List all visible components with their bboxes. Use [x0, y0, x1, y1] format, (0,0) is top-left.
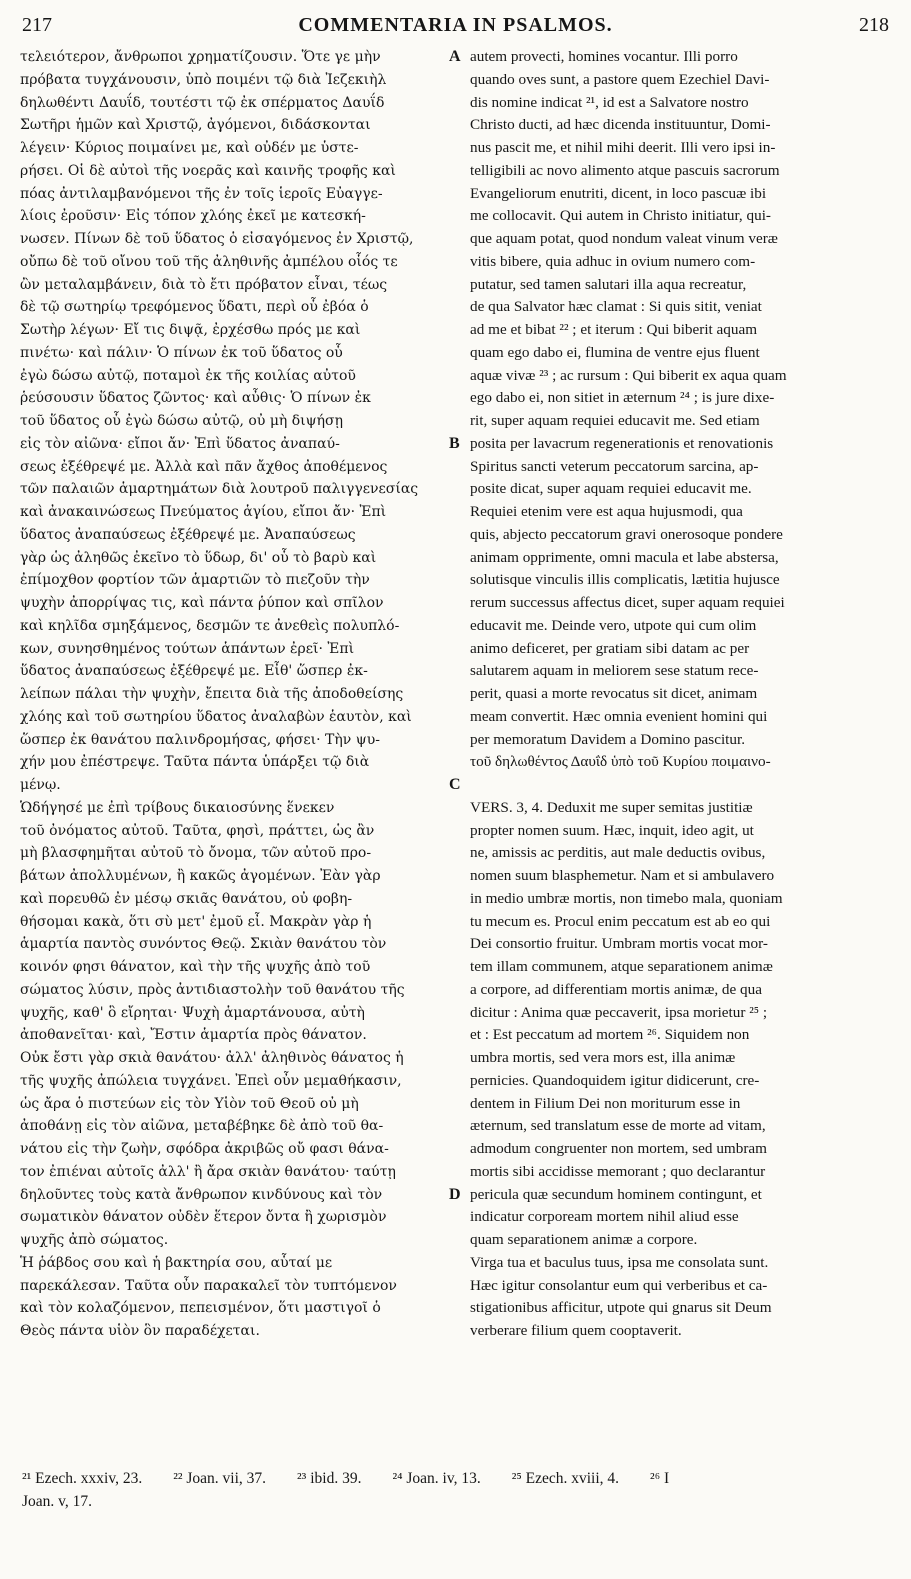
latin-text-line: stigationibus afficitur, utpote qui gnarus sit Deum — [470, 1299, 772, 1317]
footnote: ²⁴ Joan. iv, 13. — [392, 1470, 481, 1487]
footnote: ²² Joan. vii, 37. — [173, 1470, 267, 1487]
greek-text-line: οὔπω δὲ τοῦ οἴνου τοῦ τῆς ἀληθινῆς ἀμπέλου οἷός τε — [20, 253, 398, 270]
margin-mark-a: A — [449, 48, 461, 65]
greek-text-line: πρόβατα τυγχάνουσιν, ὑπὸ ποιμένι τῷ διὰ Ἰεζεκιὴλ — [20, 71, 387, 88]
latin-text-line: VERS. 3, 4. Deduxit me super semitas justitiæ — [470, 798, 753, 816]
greek-text-line: λείπων πάλαι τὴν ψυχὴν, ἔπειτα διὰ τῆς ἀποδοθείσης — [20, 686, 404, 702]
footnote: ²⁶ I — [650, 1470, 670, 1487]
greek-text-line: κοινόν φησι θάνατον, καὶ τὴν τῆς ψυχῆς ἀπὸ τοῦ — [20, 959, 371, 975]
latin-text-line: rit, super aquam requiei educavit me. Sed etiam — [470, 412, 760, 429]
greek-text-line: σεως ἐξέθρεψέ με. Ἀλλὰ καὶ πᾶν ἄχθος ἀποθέμενος — [20, 458, 388, 475]
latin-text-line: propter nomen suum. Hæc, inquit, ideo agit, ut — [470, 821, 754, 839]
latin-text-line: animo deficeret, per gratiam sibi datam ac per — [470, 639, 750, 657]
greek-text-line: ρήσει. Οἱ δὲ αὐτοὶ τῆς νοερᾶς καὶ καινῆς τροφῆς καὶ — [20, 162, 396, 179]
latin-text-line: dentem in Filium Dei non moriturum esse in — [470, 1094, 741, 1112]
greek-text-line: χήν μου ἐπέστρεψε. Ταῦτα πάντα ὑπάρξει τῷ διὰ — [20, 754, 370, 771]
greek-text-line: Οὐκ ἔστι γὰρ σκιὰ θανάτου· ἀλλ' ἀληθινὸς θάνατος ἡ — [20, 1050, 404, 1066]
latin-text-line: nomen suum blasphemetur. Nam et si ambulavero — [470, 867, 775, 884]
greek-text-line: ῥεύσουσιν ὕδατος ζῶντος· καὶ αὖθις· Ὁ πίνων ἐκ — [20, 390, 371, 407]
margin-mark-b: B — [449, 435, 460, 452]
greek-text-line: παρεκάλεσαν. Ταῦτα οὖν παρακαλεῖ τὸν τυπτόμενον — [20, 1277, 397, 1294]
latin-text-line: perit, quasi a morte revocatus sit dicet, animam — [470, 685, 758, 702]
greek-column — [20, 46, 450, 1343]
margin-mark-c: C — [449, 776, 461, 793]
latin-text-line: admodum congruenter non mortem, sed umbram — [470, 1140, 767, 1157]
greek-text-line: Σωτῆρι ἡμῶν καὶ Χριστῷ, ἀγόμενοι, διδάσκονται — [20, 117, 371, 134]
greek-text-line: καὶ ἀνακαινώσεως Πνεύματος ἁγίου, εἴποι ἄν· Ἐπὶ — [20, 504, 387, 520]
greek-text-line: ἐγὼ δώσω αὐτῷ, ποταμοὶ ἐκ τῆς κοιλίας αὐτοῦ — [20, 367, 356, 384]
latin-text-line: mortis sibi accidisse memorant ; quo declarantur — [470, 1162, 766, 1180]
latin-text-line: putatur, sed tamen salutari illa aqua recreatur, — [470, 275, 747, 293]
greek-text-line: πινέτω· καὶ πάλιν· Ὁ πίνων ἐκ τοῦ ὕδατος οὗ — [20, 344, 343, 361]
greek-text-line: γὰρ ὡς ἀληθῶς ἐκεῖνο τὸ ὕδωρ, δι' οὗ τὸ βαρὺ καὶ — [20, 549, 377, 566]
footnotes — [22, 1467, 889, 1513]
latin-column — [470, 46, 890, 1343]
footnote: ²³ ibid. 39. — [297, 1470, 362, 1487]
greek-text-line: ἐπίμοχθον φορτίον τῶν ἁμαρτιῶν τὸ πιεζοῦν τὴν — [20, 572, 370, 589]
greek-text-line: τῶν παλαιῶν ἁμαρτημάτων διὰ λουτροῦ παλιγγενεσίας — [20, 481, 419, 498]
latin-text-line: educavit me. Deinde vero, utpote qui cum olim — [470, 616, 757, 634]
latin-text-line: umbra mortis, sed vera mors est, illa animæ — [470, 1049, 736, 1066]
greek-text-line: βάτων ἀπολλυμένων, ἢ κακῶς ἀγομένων. Ἐὰν γὰρ — [20, 868, 381, 884]
greek-text-line: σώματος λύσιν, πρὸς ἀντιδιαστολὴν τοῦ θανάτου τῆς — [20, 981, 405, 998]
latin-text-line: pericula quæ secundum hominem contingunt, et — [470, 1185, 762, 1203]
latin-text-line: nus pascit me, et nihil mihi deerit. Illi vero ipsi in- — [470, 139, 776, 156]
greek-text-line: ψυχῆς ἀπὸ σώματος. — [20, 1232, 169, 1248]
latin-text-line: que aquam potat, quod nondum valeat vinum veræ — [470, 230, 778, 247]
footnote: ²⁵ Ezech. xviii, 4. — [511, 1470, 620, 1487]
page-number-left: 217 — [22, 14, 52, 36]
greek-text-line: ψυχῆς, καθ' ὃ εἴρηται· Ψυχὴ ἁμαρτάνουσα, αὐτὴ — [20, 1004, 365, 1021]
latin-text-line: quam ego dabo ei, flumina de ventre ejus fluent — [470, 343, 760, 361]
greek-text-line: χλόης καὶ τοῦ σωτηρίου ὕδατος ἀναλαβὼν ἑαυτὸν, καὶ — [20, 708, 412, 725]
latin-text-line: vitis bibere, quia adhuc in ovium numero com- — [470, 252, 756, 270]
latin-text-line: a corpore, ad differentiam mortis animæ, de qua — [470, 980, 762, 998]
greek-text-line: καὶ τὸν κολαζόμενον, πεπεισμένον, ὅτι μαστιγοῖ ὁ — [20, 1300, 381, 1317]
footnote: ²¹ Ezech. xxxiv, 23. — [22, 1470, 143, 1487]
greek-text-line: πόας ἀντιλαμβανόμενοι τῆς ἐν τοῖς ἱεροῖς Εὐαγγε- — [20, 185, 383, 202]
greek-text-line: δηλωθέντι Δαυΐδ, τουτέστι τῷ ἐκ σπέρματος Δαυΐδ — [20, 94, 385, 111]
latin-text-line: indicatur corpoream mortem nihil aliud esse — [470, 1208, 739, 1226]
latin-text-line: ego dabo ei, non sitiet in æternum ²⁴ ; is jure dixe- — [470, 389, 775, 407]
latin-text-line: quam separationem animæ a corpore. — [470, 1231, 698, 1248]
latin-text-line: salutarem aquam in meliorem sese statum rece- — [470, 662, 759, 680]
greek-text-line: Ὡδήγησέ με ἐπὶ τρίβους δικαιοσύνης ἕνεκεν — [20, 799, 335, 816]
latin-text-line — [470, 774, 890, 797]
greek-text-line: καὶ πορευθῶ ἐν μέσῳ σκιᾶς θανάτου, οὐ φοβη- — [20, 890, 353, 907]
latin-text-line: ne, amissis ac perditis, aut male deductis ovibus, — [470, 844, 766, 862]
latin-text-line: telligibili ac novo alimento atque pascuis sacrorum — [470, 161, 780, 179]
greek-text-line: κων, συνησθημένος τούτων ἁπάντων ἐρεῖ· Ἐπὶ — [20, 640, 355, 657]
greek-text-line: τοῦ ὀνόματος αὐτοῦ. Ταῦτα, φησὶ, πράττει, ὡς ἂν — [20, 822, 375, 839]
latin-text-line: Spiritus sancti veterum peccatorum sarcina, ap- — [470, 457, 759, 475]
greek-text-line: ὡς ἄρα ὁ πιστεύων εἰς τὸν Υἱὸν τοῦ Θεοῦ οὐ μὴ — [20, 1095, 359, 1112]
greek-text-line: τοῦ ὕδατος οὗ ἐγὼ δώσω αὐτῷ, οὐ μὴ διψήσῃ — [20, 413, 343, 429]
greek-text-line: Θεὸς πάντα υἱὸν ὃν παραδέχεται. — [20, 1323, 260, 1339]
latin-text-line: tu mecum es. Procul enim peccatum est ab eo qui — [470, 912, 771, 930]
greek-text-line: ὕδατος ἀναπαύσεως ἐξέθρεψέ με. Ἀναπαύσεως — [20, 526, 356, 543]
latin-text-line: tem illam communem, atque separationem animæ — [470, 958, 773, 975]
greek-text-line: δὲ τῷ σωτηρίῳ τρεφόμενος ὕδατι, περὶ οὗ ἐβόα ὁ — [20, 299, 369, 316]
footnote: Joan. v, 17. — [22, 1493, 93, 1510]
greek-text-line: ἀποθάνῃ εἰς τὸν αἰῶνα, μεταβέβηκε δὲ ἀπὸ τοῦ θα- — [20, 1118, 384, 1135]
latin-text-line: quando oves sunt, a pastore quem Ezechiel Davi- — [470, 70, 770, 88]
greek-text-line: ἁμαρτία παντὸς συνόντος Θεῷ. Σκιὰν θανάτου τὸν — [20, 936, 387, 953]
latin-text-line: τοῦ δηλωθέντος Δαυΐδ ὑπὸ τοῦ Κυρίου ποιμαινο- — [470, 753, 771, 771]
latin-text-line: me collocavit. Qui autem in Christo initiatur, qui- — [470, 207, 771, 225]
greek-text-line: μὴ βλασφημῆται αὐτοῦ τὸ ὄνομα, τῶν αὐτοῦ προ- — [20, 845, 372, 862]
greek-text-line: τῆς ψυχῆς ἀπώλεια τυγχάνει. Ἐπεὶ οὖν μεμαθήκασιν, — [20, 1072, 402, 1089]
latin-text-line: Christo ducti, ad hæc dicenda instituuntur, Domi- — [470, 116, 771, 134]
greek-text-line: τον ἐπιέναι αὐτοῖς ἀλλ' ἢ ἄρα σκιὰν θανάτου· ταύτῃ — [20, 1163, 396, 1180]
latin-text-line: ad me et bibat ²² ; et iterum : Qui biberit aquam — [470, 321, 758, 338]
greek-text-line: Σωτὴρ λέγων· Εἴ τις διψᾷ, ἐρχέσθω πρός με καὶ — [20, 322, 361, 338]
greek-text-line: καὶ κηλῖδα σμηξάμενος, δεσμῶν τε ἀνεθεὶς πολυπλό- — [20, 617, 400, 634]
latin-text-line: posita per lavacrum regenerationis et renovationis — [470, 434, 774, 452]
greek-text-line: δηλοῦντες τοὺς κατὰ ἄνθρωπον κινδύνους καὶ τὸν — [20, 1186, 383, 1203]
greek-text-line: εἰς τὸν αἰῶνα· εἴποι ἄν· Ἐπὶ ὕδατος ἀναπαύ- — [20, 435, 340, 452]
latin-text-line: pernicies. Quandoquidem igitur didicerunt, cre- — [470, 1071, 760, 1089]
latin-text-line: in medio umbræ mortis, non timebo mala, quoniam — [470, 889, 783, 907]
greek-text-line: νάτου εἰς τὴν ζωὴν, σφόδρα ἀκριβῶς οὔ φασι θάνα- — [20, 1141, 389, 1157]
latin-text-line: Evangeliorum enutriti, dicent, in loco pascuæ ibi — [470, 184, 767, 202]
latin-text-line: dicitur : Anima quæ peccaverit, ipsa morietur ²⁵ ; — [470, 1003, 768, 1021]
latin-text-line: autem provecti, homines vocantur. Illi porro — [470, 48, 738, 65]
latin-text-line: per memoratum Davidem a Domino pascitur. — [470, 730, 745, 748]
greek-text-line: θήσομαι κακὰ, ὅτι σὺ μετ' ἐμοῦ εἶ. Μακρὰν γὰρ ἡ — [20, 913, 372, 930]
latin-text-line: Requiei etenim vere est aqua hujusmodi, qua — [470, 503, 743, 520]
latin-text-line: aquæ vivæ ²³ ; ac rursum : Qui biberit ex aqua quam — [470, 366, 787, 384]
latin-text-line: posite dicat, super aquam requiei educavit me. — [470, 480, 752, 498]
latin-text-line: dis nomine indicat ²¹, id est a Salvatore nostro — [470, 93, 749, 111]
greek-text-line: νωσεν. Πίνων δὲ τοῦ ὕδατος ὁ εἰσαγόμενος ἐν Χριστῷ, — [20, 231, 414, 247]
greek-text-line: μένῳ. — [20, 777, 61, 793]
latin-text-line: meam convertit. Hæc omnia evenient homini qui — [470, 707, 768, 725]
greek-text-line: Ἡ ῥάβδος σου καὶ ἡ βακτηρία σου, αὗταί με — [20, 1254, 333, 1271]
greek-text-line: ὢν μεταλαμβάνειν, διὰ τὸ ἔτι πρόβατον εἶναι, τέως — [20, 276, 388, 293]
page-number-right: 218 — [859, 14, 889, 36]
running-header — [22, 14, 889, 40]
greek-text-line: ὥσπερ ἐκ θανάτου παλινδρομήσας, φήσει· Τὴν ψυ- — [20, 731, 380, 748]
greek-text-line: σωματικὸν θάνατον οὐδὲν ἕτερον ὄντα ἢ χωρισμὸν — [20, 1209, 387, 1226]
latin-text-line: Virga tua et baculus tuus, ipsa me consolata sunt. — [470, 1253, 769, 1271]
greek-text-line: λέγειν· Κύριος ποιμαίνει με, καὶ οὐδέν με ὑστε- — [20, 140, 359, 156]
latin-text-line: æternum, sed translatum esse de morte ad vitam, — [470, 1117, 766, 1135]
latin-text-line: et : Est peccatum ad mortem ²⁶. Siquidem non — [470, 1026, 750, 1044]
latin-text-line: verberare filium quem cooptaverit. — [470, 1322, 682, 1339]
latin-text-line: de qua Salvator hæc clamat : Si quis sitit, veniat — [470, 298, 762, 316]
latin-text-line: quis, abjecto peccatorum gravi onerosoque pondere — [470, 525, 783, 543]
margin-mark-d: D — [449, 1186, 461, 1203]
running-title: COMMENTARIA IN PSALMOS. — [298, 14, 613, 36]
greek-text-line: ὕδατος ἀναπαύσεως ἐξέθρεψέ με. Εἶθ' ὥσπερ ἐκ- — [20, 663, 368, 680]
latin-text-line: rerum successus affectus dicet, super aquam requiei — [470, 594, 785, 611]
greek-text-line: λίοις ἐροῦσιν· Εἰς τόπον χλόης ἐκεῖ με κατεσκή- — [20, 208, 366, 225]
latin-text-line: animam opprimente, omni macula et labe abstersa, — [470, 548, 779, 566]
greek-text-line: ψυχὴν ἀπορρίψας τις, καὶ πάντα ῥύπον καὶ σπῖλον — [20, 595, 384, 611]
latin-text-line: solutisque vinculis illis complicatis, lætitia hujusce — [470, 571, 780, 589]
greek-text-line: τελειότερον, ἄνθρωποι χρηματίζουσιν. Ὅτε γε μὴν — [20, 49, 381, 65]
greek-text-line: ἀποθανεῖται· καὶ, Ἔστιν ἁμαρτία πρὸς θάνατον. — [20, 1027, 367, 1044]
latin-text-line: Hæc igitur consolantur eum qui verberibus et ca- — [470, 1276, 768, 1294]
latin-text-line: Dei consortio fruitur. Umbram mortis vocat mor- — [470, 935, 768, 953]
